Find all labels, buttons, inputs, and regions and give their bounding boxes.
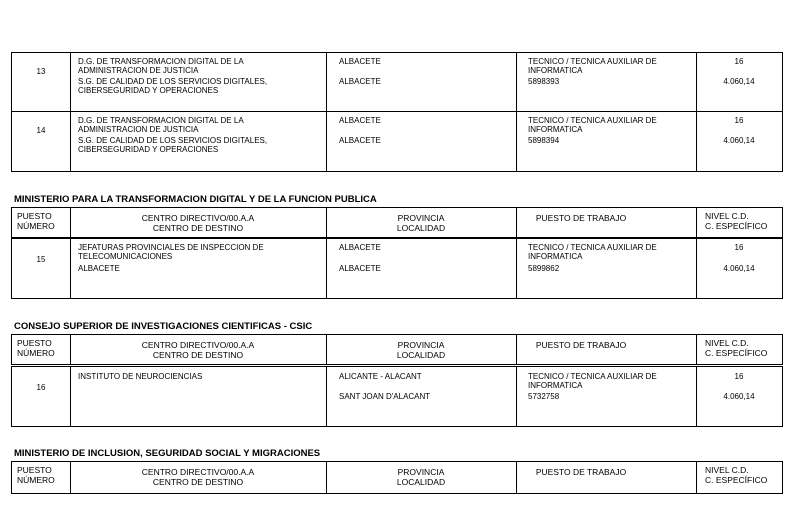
header-puesto-trabajo: PUESTO DE TRABAJO [535,467,627,477]
section-title: CONSEJO SUPERIOR DE INVESTIGACIONES CIENTIFICAS - CSIC [14,321,313,332]
codigo-puesto: 5899862 [528,264,560,273]
codigo-puesto: 5898393 [528,77,560,86]
localidad: ALBACETE [339,264,381,273]
header-puesto-numero: PUESTO NÚMERO [17,211,55,231]
header-puesto-numero: PUESTO NÚMERO [17,338,55,358]
puesto-numero: 13 [36,67,46,76]
table-row [12,112,782,171]
header-centro: CENTRO DIRECTIVO/00.A.A CENTRO DE DESTINO [141,213,255,233]
puesto-trabajo: TECNICO / TECNICA AUXILIAR DE INFORMATICA [528,372,657,390]
centro-directivo: D.G. DE TRANSFORMACION DIGITAL DE LA ADMINISTRACION DE JUSTICIA [78,57,244,75]
nivel-cd: 16 [734,57,744,66]
table-row [12,367,782,426]
table-block-3 [11,366,783,427]
header-provincia: PROVINCIA LOCALIDAD [396,467,446,487]
nivel-cd: 16 [734,116,744,125]
provincia: ALBACETE [339,243,381,252]
provincia: ALBACETE [339,57,381,66]
table-row [12,53,782,112]
header-provincia: PROVINCIA LOCALIDAD [396,213,446,233]
header-centro: CENTRO DIRECTIVO/00.A.A CENTRO DE DESTINO [141,340,255,360]
header-puesto-numero: PUESTO NÚMERO [17,465,55,485]
centro-destino: S.G. DE CALIDAD DE LOS SERVICIOS DIGITALES, CIBERSEGURIDAD Y OPERACIONES [78,136,268,154]
table-header [11,207,783,238]
section-title: MINISTERIO PARA LA TRANSFORMACION DIGITAL Y DE LA FUNCION PUBLICA [14,194,377,205]
complemento-especifico: 4.060,14 [723,264,755,273]
section-title: MINISTERIO DE INCLUSION, SEGURIDAD SOCIAL Y MIGRACIONES [14,448,321,459]
puesto-trabajo: TECNICO / TECNICA AUXILIAR DE INFORMATICA [528,243,657,261]
provincia: ALICANTE - ALACANT [339,372,422,381]
puesto-numero: 15 [36,255,46,264]
localidad: SANT JOAN D'ALACANT [339,392,431,401]
centro-destino: ALBACETE [78,264,120,273]
centro-directivo: JEFATURAS PROVINCIALES DE INSPECCION DE TELECOMUNICACIONES [78,243,264,261]
header-nivel: NIVEL C.D. C. ESPECÍFICO [705,211,768,231]
table-block-1 [11,52,783,172]
header-centro: CENTRO DIRECTIVO/00.A.A CENTRO DE DESTINO [141,467,255,487]
table-header [11,461,783,494]
complemento-especifico: 4.060,14 [723,136,755,145]
centro-directivo: INSTITUTO DE NEUROCIENCIAS [78,372,203,381]
centro-destino: S.G. DE CALIDAD DE LOS SERVICIOS DIGITALES, CIBERSEGURIDAD Y OPERACIONES [78,77,268,95]
codigo-puesto: 5732758 [528,392,560,401]
header-puesto-trabajo: PUESTO DE TRABAJO [535,340,627,350]
localidad: ALBACETE [339,77,381,86]
header-provincia: PROVINCIA LOCALIDAD [396,340,446,360]
centro-directivo: D.G. DE TRANSFORMACION DIGITAL DE LA ADMINISTRACION DE JUSTICIA [78,116,244,134]
puesto-trabajo: TECNICO / TECNICA AUXILIAR DE INFORMATICA [528,116,657,134]
puesto-trabajo: TECNICO / TECNICA AUXILIAR DE INFORMATICA [528,57,657,75]
table-row [12,239,782,298]
header-puesto-trabajo: PUESTO DE TRABAJO [535,213,627,223]
complemento-especifico: 4.060,14 [723,77,755,86]
table-header [11,334,783,365]
complemento-especifico: 4.060,14 [723,392,755,401]
puesto-numero: 14 [36,126,46,135]
nivel-cd: 16 [734,243,744,252]
header-nivel: NIVEL C.D. C. ESPECÍFICO [705,338,768,358]
nivel-cd: 16 [734,372,744,381]
puesto-numero: 16 [36,383,46,392]
provincia: ALBACETE [339,116,381,125]
localidad: ALBACETE [339,136,381,145]
codigo-puesto: 5898394 [528,136,560,145]
table-block-2 [11,238,783,299]
header-nivel: NIVEL C.D. C. ESPECÍFICO [705,465,768,485]
